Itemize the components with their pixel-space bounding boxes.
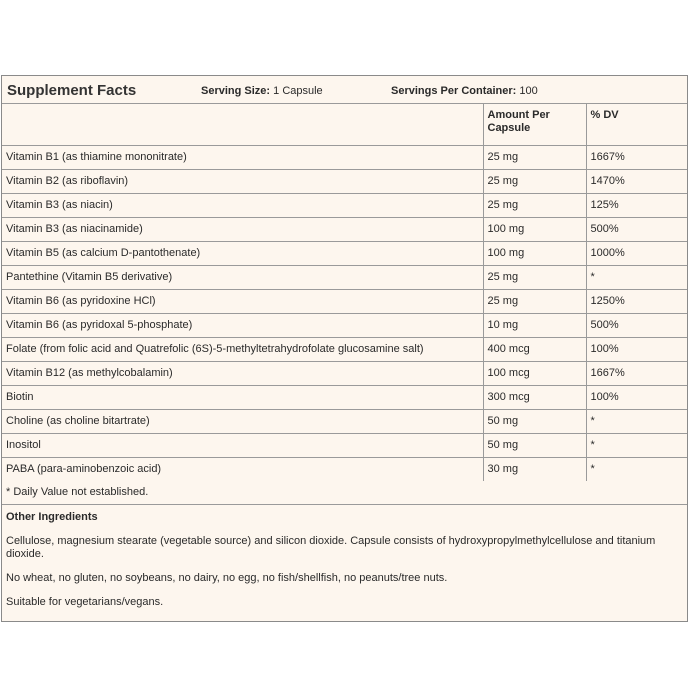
nutrient-name: Pantethine (Vitamin B5 derivative) [2, 266, 483, 290]
nutrient-dv: * [586, 434, 687, 458]
serving-size-label: Serving Size: [201, 85, 271, 97]
nutrient-dv: 500% [586, 314, 687, 338]
nutrient-name: Folate (from folic acid and Quatrefolic (6S)-5-methyltetrahydrofolate glucosamine salt) [2, 338, 483, 362]
nutrient-name: Vitamin B2 (as riboflavin) [2, 170, 483, 194]
nutrient-amount: 100 mg [483, 242, 586, 266]
dv-header: % DV [586, 104, 687, 146]
supplement-facts-panel [1, 75, 688, 622]
nutrient-amount: 400 mcg [483, 338, 586, 362]
table-row [2, 170, 687, 194]
nutrient-amount: 25 mg [483, 290, 586, 314]
table-row [2, 386, 687, 410]
suitability-text: Suitable for vegetarians/vegans. [6, 596, 164, 608]
nutrient-name: PABA (para-aminobenzoic acid) [2, 458, 483, 482]
nutrient-amount: 100 mg [483, 218, 586, 242]
nutrient-name: Choline (as choline bitartrate) [2, 410, 483, 434]
nutrient-name: Biotin [2, 386, 483, 410]
page-title: Supplement Facts [7, 82, 137, 99]
table-row [2, 218, 687, 242]
nutrient-dv: * [586, 266, 687, 290]
other-ingredients-section [2, 504, 687, 609]
nutrient-header-cell [2, 104, 483, 146]
nutrient-table [2, 104, 687, 504]
nutrient-name: Vitamin B5 (as calcium D-pantothenate) [2, 242, 483, 266]
nutrient-dv: 1250% [586, 290, 687, 314]
nutrient-amount: 10 mg [483, 314, 586, 338]
other-ingredients-heading: Other Ingredients [6, 511, 98, 523]
servings-per-container [391, 85, 538, 97]
footnote-row [2, 481, 687, 504]
nutrient-amount: 25 mg [483, 170, 586, 194]
table-row [2, 314, 687, 338]
nutrient-name: Vitamin B12 (as methylcobalamin) [2, 362, 483, 386]
table-row [2, 242, 687, 266]
nutrient-amount: 300 mcg [483, 386, 586, 410]
nutrient-amount: 100 mcg [483, 362, 586, 386]
amount-header: Amount Per Capsule [483, 104, 586, 146]
ingredients-text: Cellulose, magnesium stearate (vegetable source) and silicon dioxide. Capsule consists of hydroxypropylmethylcellulose and titanium dioxide. [6, 535, 656, 560]
nutrient-name: Vitamin B3 (as niacinamide) [2, 218, 483, 242]
nutrient-dv: 1667% [586, 362, 687, 386]
nutrient-name: Vitamin B6 (as pyridoxine HCl) [2, 290, 483, 314]
table-row [2, 194, 687, 218]
serving-size [201, 85, 323, 97]
facts-header [2, 76, 687, 104]
nutrient-dv: 100% [586, 386, 687, 410]
nutrient-amount: 25 mg [483, 146, 586, 170]
serving-size-value: 1 Capsule [273, 85, 323, 97]
table-row [2, 290, 687, 314]
table-row [2, 266, 687, 290]
nutrient-amount: 50 mg [483, 434, 586, 458]
nutrient-dv: 1667% [586, 146, 687, 170]
nutrient-dv: * [586, 458, 687, 482]
nutrient-amount: 25 mg [483, 194, 586, 218]
nutrient-dv: * [586, 410, 687, 434]
nutrient-dv: 125% [586, 194, 687, 218]
table-row [2, 146, 687, 170]
nutrient-name: Vitamin B1 (as thiamine mononitrate) [2, 146, 483, 170]
table-row [2, 362, 687, 386]
footnote: * Daily Value not established. [6, 486, 149, 498]
nutrient-dv: 100% [586, 338, 687, 362]
allergen-text: No wheat, no gluten, no soybeans, no dairy, no egg, no fish/shellfish, no peanuts/tree nuts. [6, 572, 448, 584]
nutrient-name: Vitamin B3 (as niacin) [2, 194, 483, 218]
table-row [2, 458, 687, 482]
servings-per-value: 100 [519, 85, 538, 97]
table-row [2, 434, 687, 458]
table-row [2, 338, 687, 362]
nutrient-name: Vitamin B6 (as pyridoxal 5-phosphate) [2, 314, 483, 338]
nutrient-amount: 25 mg [483, 266, 586, 290]
nutrient-amount: 50 mg [483, 410, 586, 434]
servings-per-label: Servings Per Container: [391, 85, 517, 97]
nutrient-dv: 1470% [586, 170, 687, 194]
nutrient-dv: 1000% [586, 242, 687, 266]
nutrient-dv: 500% [586, 218, 687, 242]
table-row [2, 410, 687, 434]
table-header-row [2, 104, 687, 146]
nutrient-amount: 30 mg [483, 458, 586, 482]
nutrient-name: Inositol [2, 434, 483, 458]
